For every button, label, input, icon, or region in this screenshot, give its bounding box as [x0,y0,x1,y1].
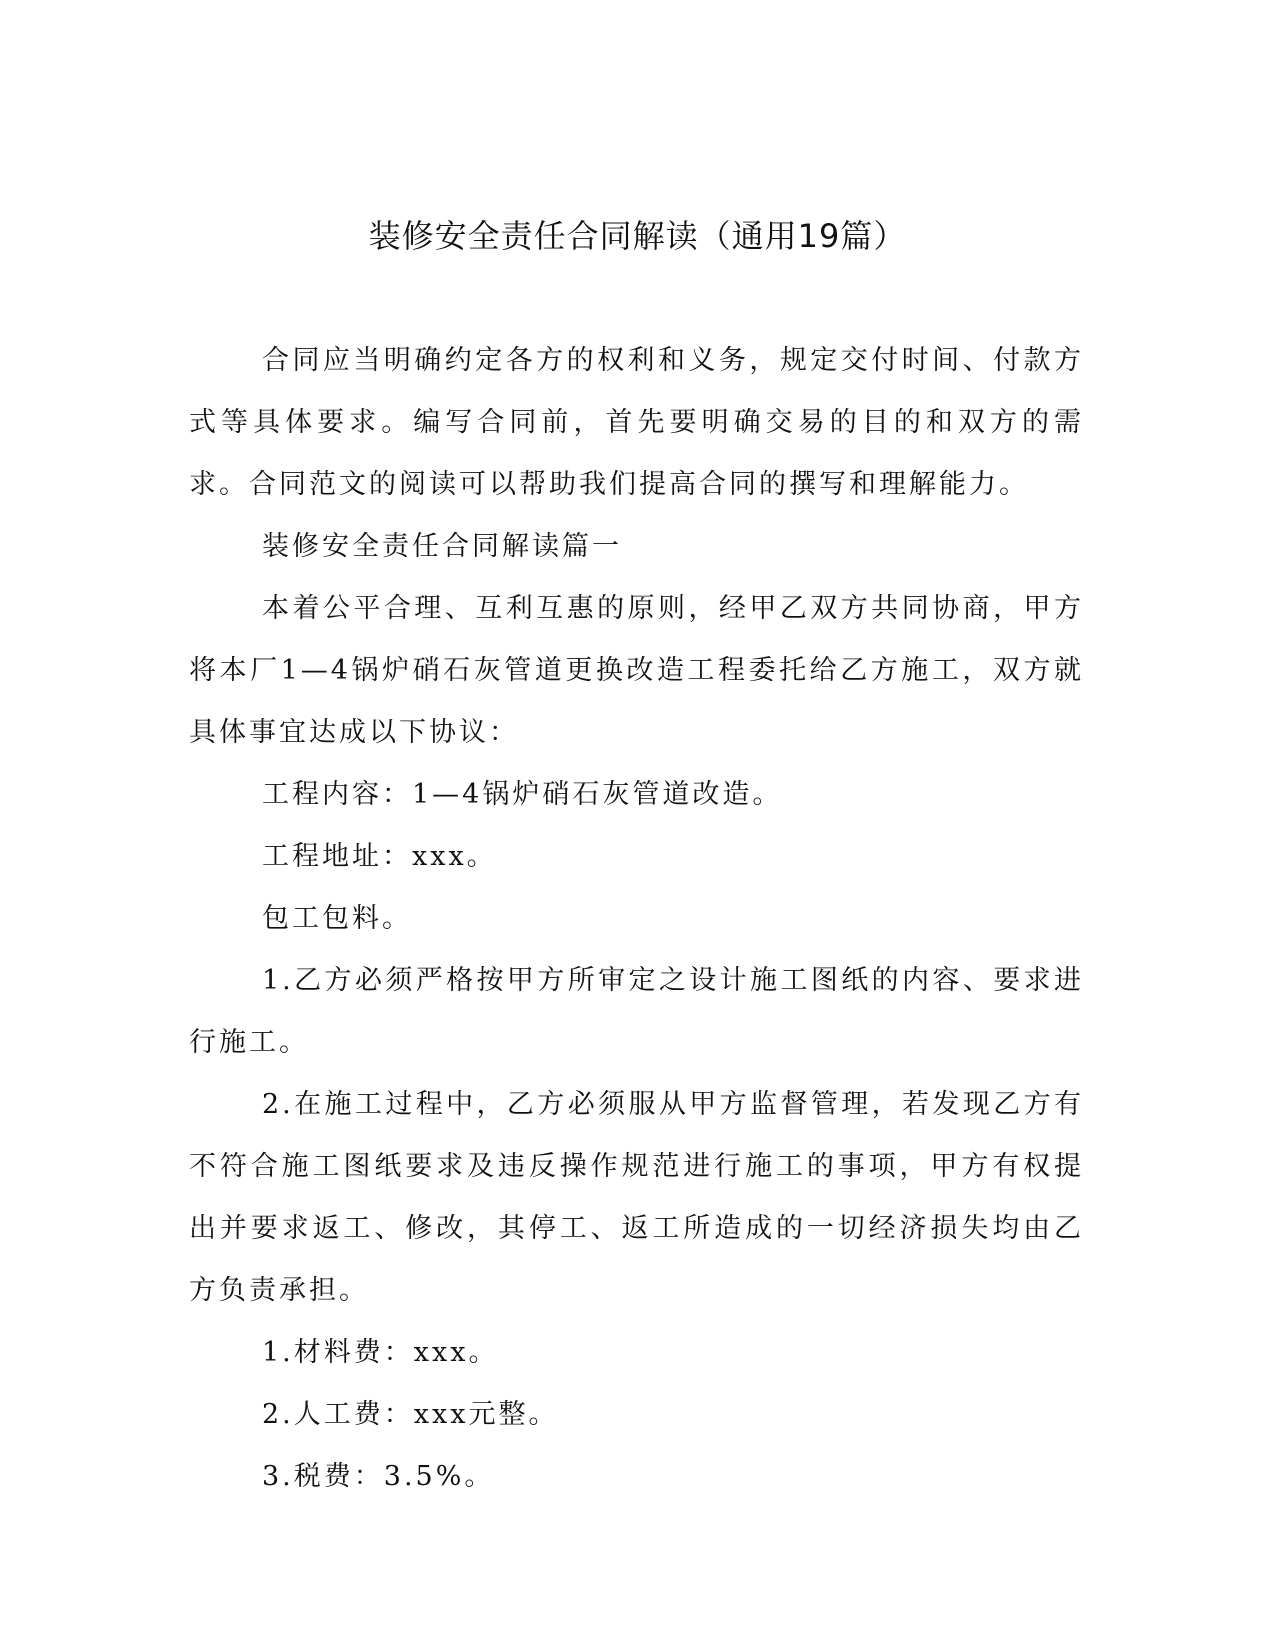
document-body [189,330,1084,1508]
body-paragraph: 本着公平合理、互利互惠的原则，经甲乙双方共同协商，甲方将本厂1—4锅炉硝石灰管道更换改造工程委托给乙方施工，双方就具体事宜达成以下协议： [189,593,1084,748]
body-paragraph: 2.人工费：xxx元整。 [262,1399,559,1430]
section-heading: 装修安全责任合同解读篇一 [262,531,622,562]
body-paragraph: 工程内容：1—4锅炉硝石灰管道改造。 [262,779,783,810]
body-paragraph: 3.税费：3.5%。 [262,1461,495,1492]
body-paragraph: 包工包料。 [262,903,412,934]
body-paragraph: 1.乙方必须严格按甲方所审定之设计施工图纸的内容、要求进行施工。 [189,965,1084,1058]
body-paragraph: 工程地址：xxx。 [262,841,497,872]
body-paragraph: 1.材料费：xxx。 [262,1337,499,1368]
body-paragraph: 2.在施工过程中，乙方必须服从甲方监督管理，若发现乙方有不符合施工图纸要求及违反操作规范进行施工的事项，甲方有权提出并要求返工、修改，其停工、返工所造成的一切经济损失均由乙方负责承担。 [189,1089,1084,1306]
document-title: 装修安全责任合同解读（通用19篇） [368,217,907,255]
intro-paragraph: 合同应当明确约定各方的权利和义务，规定交付时间、付款方式等具体要求。编写合同前，首先要明确交易的目的和双方的需求。合同范文的阅读可以帮助我们提高合同的撰写和理解能力。 [189,345,1084,500]
